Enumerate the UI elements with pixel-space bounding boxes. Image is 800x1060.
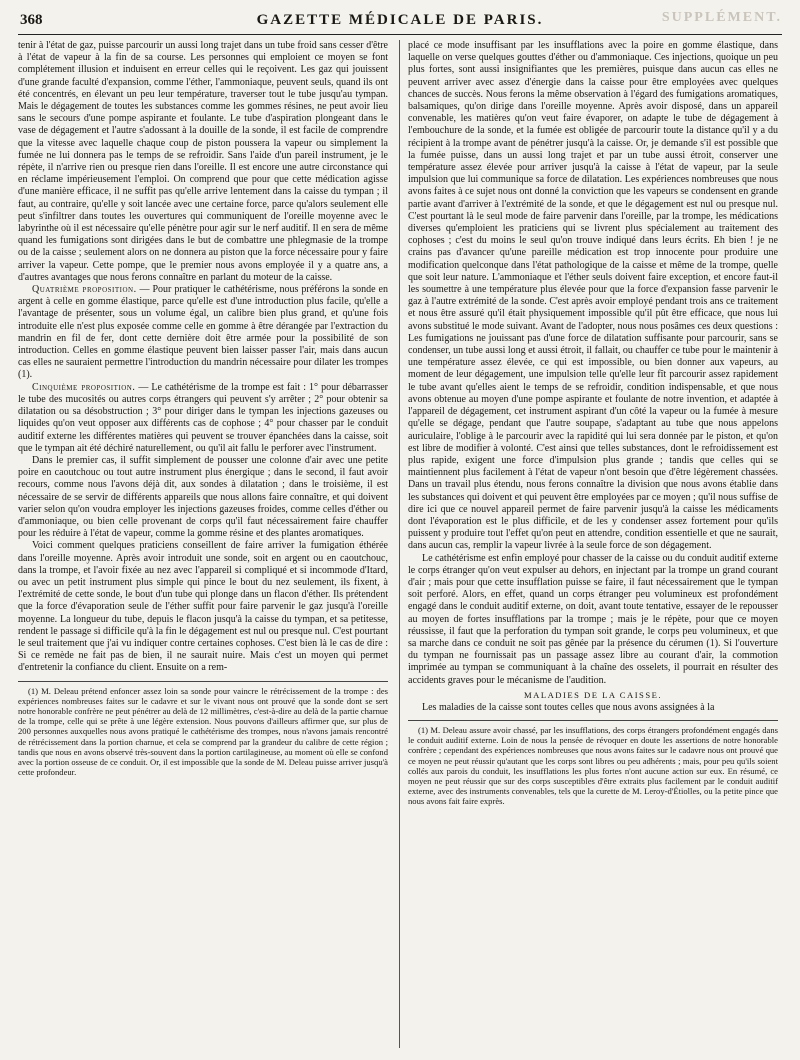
bleed-through-text: SUPPLÉMENT. [661,10,782,25]
page-header [18,8,782,35]
journal-title: GAZETTE MÉDICALE DE PARIS. [256,12,544,28]
left-column [18,40,388,1048]
right-paragraph-2: Le cathétérisme est enfin employé pour chasser de la caisse ou du conduit auditif externe le corps étranger qu'on veut expulser au dehors, en injectant par la trompe un grand courant d'air ; mais pour que cette insufflation puisse se faire, il faut nécessairement que le tympan soit perforé. Alors, en effet, quand un corps étranger peu volumineux est profondément engagé dans le conduit auditif externe, on doit, avant toute tentative, essayer de le repousser au moyen de fortes insufflations par la trompe ; mais je le répète, pour que ce moyen réussisse, il faut que la perforation du tympan soit grande, le corps peu volumineux, et que sa marche dans ce conduit ne soit pas gênée par la présence du cérumen (1). Si l'ouverture du tympan ne fournissait pas un passage assez libre au courant d'air, la commotion imprimée au tympan se communiquant à la chaîne des osselets, il pourrait en résulter des accidents graves pour le mécanisme de l'audition. [408,552,778,686]
left-footnote: (1) M. Deleau prétend enfoncer assez loin sa sonde pour vaincre le rétrécissement de la trompe : des expériences nombreuses faites sur le cadavre et sur le vivant nous ont prouvé que la sonde dont se sert notre honorable confrère ne peut pénétrer au delà de 12 millimètres, c'est-à-dire au delà de la partie charnue de la trompe, celle qui se prête à une légère extension. Nous pouvons d'ailleurs affirmer que, sur plus de 200 personnes auxquelles nous avons pratiqué le cathétérisme des trompes, nous n'avons jamais rencontré de rétrécissement dans la portion charnue, et cela se comprend par la grandeur du calibre de cette région ; tandis que nous en avons observé très-souvent dans la portion cartilagineuse, au moment où elle se confond avec la portion osseuse de ce conduit. Or, il est impossible que la sonde de M. Deleau puisse arriver jusqu'à cette profondeur. [18,685,388,778]
right-paragraph-1: placé ce mode insuffisant par les insufflations avec la poire en gomme élastique, dans laquelle on verse quelques gouttes d'éther ou d'ammoniaque. Ces injections, quoique un peu plus fortes, sont aussi insignifiantes que les premières, puisque dans aucun cas elles ne peuvent arriver avec assez d'énergie dans la caisse pour être employées avec quelques chances de succès. Nous ferons la même observation à l'égard des fumigations aromatiques, balsamiques, qu'on dirige dans l'oreille moyenne. Après avoir disposé, dans un appareil convenable, les matières qu'on veut faire évaporer, on adapte le tube de dégagement à l'embouchure de la sonde, et la fumée est obligée de parcourir toute la distance qu'il y a du récipient à la trompe avant de pénétrer jusqu'à la caisse. Or, je demande s'il est possible que la fumée puisse, dans un aussi long trajet et par un tube aussi étroit, conserver une température assez élevée pour arriver jusqu'à la caisse à l'état de vapeur, par la seule impulsion que lui communique sa force de dilatation. Les expériences nombreuses que nous avons faites à ce sujet nous ont donné la conviction que les vapeurs se condensent en grande partie avant d'arriver à l'extrémité de la sonde, et que le dégagement est nul ou presque nul. C'est pourtant là le seul mode de faire parvenir dans l'oreille, par la trompe, les médications diverses qu'emploient les praticiens qui se livrent plus spécialement au traitement des cophoses ; c'est du moins le seul qu'on trouve indiqué dans leurs écrits. Eh bien ! je ne crains pas d'avancer qu'une pareille médication est trop innocente pour produire une modification quelconque dans l'état pathologique de la caisse et même de la trompe, quelle que soit leur nature. L'ammoniaque et l'éther seuls doivent faire exception, et encore faut-il les soumettre à une température plus élevée pour que la force d'expansion fasse parvenir le gaz à l'autre extrémité de la sonde. C'est après avoir employé pendant trois ans ce traitement et nous être assuré qu'il était physiquement impossible qu'il pût être efficace, que nous lui avons substitué le mode suivant. Avant de l'adopter, nous nous posâmes ces deux questions : Les fumigations ne jouissant pas d'une force de dilatation suffisante pour parcourir, sans se condenser, un tube aussi long et aussi étroit, il fallait, ou chauffer ce tube pour le maintenir à une température assez élevée, ce qui est impossible, ou bien donner aux vapeurs, au moment de leur dégagement, une impulsion telle qu'elle leur fît parcourir assez rapidement le tube avant qu'elles aient le temps de se refroidir, condition indispensable, et que nous avons obtenue au moyen d'une pompe aspirante et foulante de notre invention, et adaptée à l'appareil de dégagement, cet instrument aspirant d'un côté la vapeur ou la fumée à mesure qu'elle se dégage, pendant que l'autre soupape, s'adaptant au tube que nous appelons auriculaire, l'oblige à le parcourir avec la rapidité qui lui sera donnée par le piston, et qu'on est libre de modifier à volonté. C'est ainsi que telles substances, dont le refroidissement est plus rapide, exigent une force d'impulsion plus grande ; tandis que celles qui se maintiennent plus facilement à l'état de vapeur n'ont besoin que d'être légèrement chassées. Dans un travail plus étendu, nous ferons connaître la division que nous avons établie dans les substances qui doivent et qui peuvent être employées par ce moyen ; qu'il nous suffise de dire ici que ce nouvel appareil permet de faire parvenir jusqu'à la caisse les médicaments dont l'évaporation est le plus difficile, et de les y condenser assez fortement pour qu'ils puissent y produire tout l'effet qu'on peut en attendre, condition essentielle et que ne saurait, dans aucun cas, remplir la vapeur livrée à la seule force de son dégagement. [408,40,778,552]
left-paragraph-5: Voici comment quelques praticiens conseillent de faire arriver la fumigation éthérée dans l'oreille moyenne. Après avoir introduit une sonde, soit en argent ou en caoutchouc, dans la trompe, et l'avoir fixée au nez avec l'appareil si compliqué et si incommode d'Itard, ou avec un petit instrument plus simple qui pince le bout du nez seulement, ils fixent, à l'extrémité de cette sonde, le bout d'un tube qui plonge dans un flacon d'éther. Ils prétendent que la force d'évaporation seule de l'éther suffit pour faire parvenir le gaz jusqu'à l'oreille moyenne. La longueur du tube, depuis le flacon jusqu'à la caisse du tympan, et sa petitesse, rendent le passage si difficile qu'à la fin le dégagement est nul ou presque nul. C'est pourtant le seul traitement que j'ai vu indiquer contre certaines cophoses. C'est bien là le cas de dire : Si ce remède ne fait pas de bien, il ne saurait nuire. Mais c'est un moyen qui permet d'entretenir la confiance du client. Ensuite on a rem- [18,540,388,674]
left-paragraph-1: tenir à l'état de gaz, puisse parcourir un aussi long trajet dans un tube froid sans cesser d'être à l'état de vapeur à la fin de sa course. Les personnes qui emploient ce moyen se font complétement illusion et induisent en erreur celles qui le reçoivent. Les gaz qui jouissent d'une grande faculté d'expansion, comme l'éther, l'ammoniaque, peuvent seuls, quand ils ont été concentrés, en élevant un peu leur température, traverser tout le tube jusqu'au tympan. Mais le dégagement de toutes les substances comme les gommes résines, ne peut avoir lieu sans le secours d'une pompe aspirante et foulante. Le tube d'aspiration plongeant dans le vase de dégagement et l'autre s'adossant à la douille de la sonde, il est facile de comprendre que la vitesse avec laquelle chaque coup de piston poussera la vapeur ou simplement la fumée ne lui donnera pas le temps de se refroidir. Sans l'aide d'un pareil instrument, je le répète, il n'arrive rien ou presque rien dans l'oreille. Il est encore une autre circonstance qui en réclame impérieusement l'emploi. On comprend que pour que cette médication agisse d'une manière efficace, il ne suffit pas qu'elle arrive lentement dans la caisse du tympan ; il faut, au contraire, qu'elle y soit lancée avec une certaine force, parce qu'alors seulement elle peut s'infiltrer dans toutes les ouvertures qui communiquent de l'oreille moyenne avec le labyrinthe où il est nécessaire qu'elle pénètre pour agir sur le nerf auditif. Il en sera de même quand les fumigations sont dirigées dans le but de combattre une phlegmasie de la trompe ou de la caisse ; seulement alors on ne donnera au piston que la force nécessaire pour y faire arriver la vapeur. Cette pompe, que le premier nous avons employée il y a quatre ans, a d'autres avantages que nous ferons connaître en parlant du moteur de la caisse. [18,40,388,283]
proposition-text-5: — Le cathétérisme de la trompe est fait : 1° pour débarrasser le tube des mucosités ou autres corps étrangers qui peuvent s'y arrêter ; 2° pour obtenir sa dilatation ou sa désobstruction ; 3° pour diriger dans le tympan les injections gazeuses ou liquides qu'on veut opposer aux différents cas de cophose ; 4° pour chasser par le conduit auditif externe les différentes matières qui peuvent se trouver épanchées dans la caisse, soit que le tympan ait été déchiré naturellement, ou qu'il ait fallu le perforer avec l'instrument. [18,381,388,454]
newspaper-page [18,8,782,1052]
section-heading: MALADIES DE LA CAISSE. [523,689,663,700]
left-paragraph-3 [18,382,388,455]
right-paragraph-3: Les maladies de la caisse sont toutes celles que nous avons assignées à la [422,701,715,713]
proposition-heading-4: Quatrième proposition. [32,284,137,296]
right-column [408,40,778,1048]
footnote-divider [408,720,778,721]
text-columns [18,40,782,1048]
right-footnote: (1) M. Deleau assure avoir chassé, par les insufflations, des corps étrangers profondément engagés dans le conduit auditif externe. Loin de nous la pensée de révoquer en doute les assertions de notre honorable confrère ; cependant des expériences nombreuses que nous avons faites sur le cadavre nous ont prouvé que ce moyen ne peut réussir qu'autant que les corps sont libres ou peu adhérents ; mais, pour peu qu'ils soient collés aux parois du conduit, les insufflations les plus fortes n'ont aucune action sur eux. En résumé, ce moyen ne peut réussir que sur des corps susceptibles d'être extraits plus facilement par le conduit auditif externe, avec des instruments convenables, tels que la curette de M. Leroy-d'Étiolles, ou la petite pince que nous avons fait faire exprès. [408,724,778,807]
footnote-divider [18,681,388,682]
left-paragraph-2 [18,284,388,382]
proposition-heading-5: Cinquième proposition. [32,381,136,393]
page-number: 368 [20,12,43,28]
left-paragraph-4: Dans le premier cas, il suffit simplement de pousser une colonne d'air avec une petite poire en caoutchouc ou tout autre instrument plus énergique ; dans le second, il faut avoir recours, comme nous l'avons déjà dit, aux sondes à dilatation ; dans le troisième, il est nécessaire de se servir de différents appareils que nous allons faire connaître, et qui doivent varier selon qu'on voudra employer les injections gazeuses froides, comme celles d'éther ou d'ammoniaque, ou bien celle provenant de corps qu'il faut nécessairement faire chauffer pour les réduire à l'état de vapeur, comme la gomme résine et des plantes aromatiques. [18,454,388,540]
proposition-text-4: — Pour pratiquer le cathétérisme, nous préférons la sonde en argent à celle en gomme élastique, parce qu'elle est d'une introduction plus facile, qu'elle a l'avantage de présenter, sous un volume égal, un calibre bien plus grand, et qu'une fois introduite elle n'est plus exposée comme celle en gomme à être dérangée par l'extraction du mandrin en fil de fer, dont cette dernière doit être armée pour la possibilité de son introduction. Celles en gomme élastique peuvent bien laisser passer l'air, mais dans aucun cas elles ne sauraient permettre l'introduction du mandrin nécessaire pour dilater les trompes (1). [18,284,388,381]
column-rule [399,40,400,1048]
